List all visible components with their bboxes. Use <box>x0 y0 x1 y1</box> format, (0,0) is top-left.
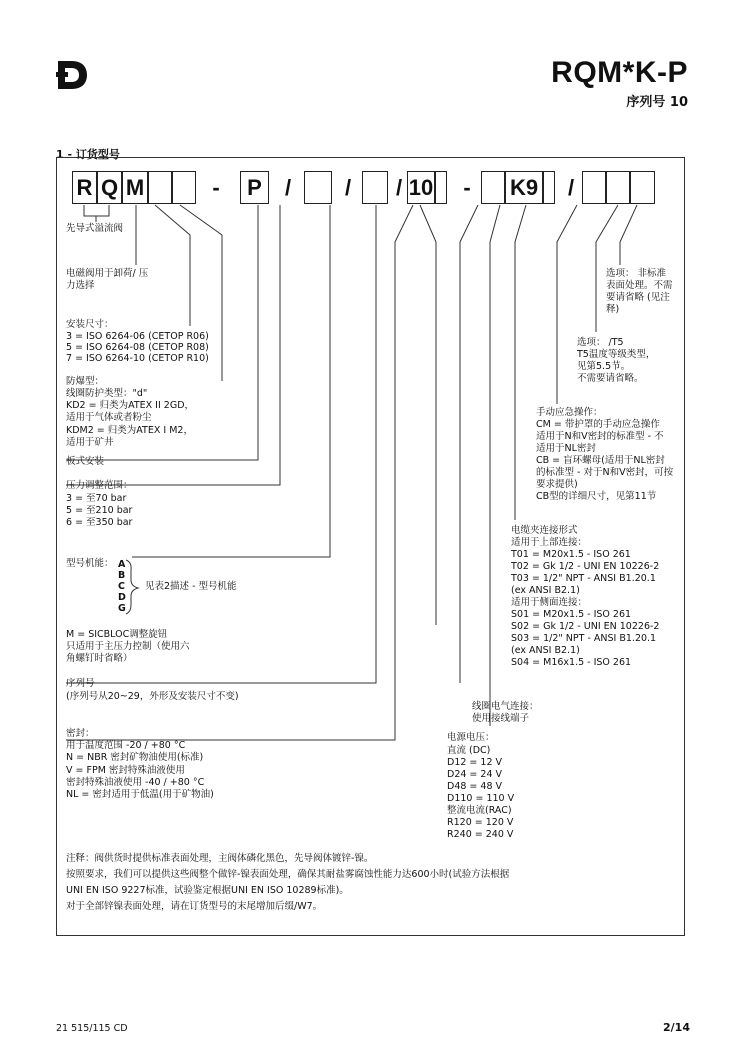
manual-1: 手动应急操作： <box>536 407 603 418</box>
voltage-d48: D48 = 48 V <box>447 781 503 792</box>
label-solenoid-2: 力选择 <box>66 280 95 291</box>
section-title: 1 - 订货型号 <box>56 148 120 161</box>
code-box-k9: K9 <box>505 171 543 204</box>
notes-block <box>66 851 509 915</box>
code-box-p: P <box>240 171 269 204</box>
cable-t02: T02 = Gk 1/2 - UNI EN 10226-2 <box>511 561 660 572</box>
seals-v: V = FPM 密封特殊油液使用 <box>66 765 185 776</box>
voltage-dc: 直流 (DC) <box>447 745 491 756</box>
page-number: 2/14 <box>663 1021 690 1034</box>
code-box-m: M <box>122 171 148 204</box>
sicbloc-1: M = SICBLOC调整旋钮 <box>66 629 168 640</box>
cable-s04: S04 = M16x1.5 - ISO 261 <box>511 657 632 668</box>
cable-s02: S02 = Gk 1/2 - UNI EN 10226-2 <box>511 621 660 632</box>
ex-kd2: KD2 = 归类为ATEX II 2GD， <box>66 400 195 411</box>
size-5: 5 = ISO 6264-08 (CETOP R08) <box>66 342 209 353</box>
voltage-d110: D110 = 110 V <box>447 793 515 804</box>
code-separator-dash: - <box>208 171 224 204</box>
ex-d: 线圈防护类型："d" <box>66 388 148 399</box>
seals-nl: NL = 密封适用于低温(用于矿物油) <box>66 789 214 800</box>
manual-8: CB型的详细尺寸，见第11节 <box>536 491 657 502</box>
sicbloc-3: 角螺钉时省略） <box>66 653 133 664</box>
pressure-5: 5 = 至210 bar <box>66 505 133 516</box>
note-4: 对于全部锌镍表面处理，请在订货型号的末尾增加后缀/W7。 <box>66 901 323 912</box>
function-letter-d: D <box>118 592 126 603</box>
manual-7: 要求提供) <box>536 479 578 490</box>
manual-2: CM = 带护罩的手动应急操作 <box>536 419 660 430</box>
cable-t03b: (ex ANSI B2.1) <box>511 585 580 596</box>
seals-title: 密封： <box>66 728 95 739</box>
function-title: 型号机能： <box>66 558 114 569</box>
label-plate: 板式安装 <box>66 456 105 467</box>
voltage-rac: 整流电流(RAC) <box>447 805 512 816</box>
option2-2: T5温度等级类型， <box>577 349 656 360</box>
coil-1: 线圈电气连接： <box>472 701 539 712</box>
size-7: 7 = ISO 6264-10 (CETOP R10) <box>66 353 209 364</box>
pressure-3: 3 = 至70 bar <box>66 493 127 504</box>
manual-6: 的标准型 - 对于N和V密封，可按 <box>536 467 674 478</box>
option2-1: 选项： /T5 <box>577 337 624 348</box>
manual-5: CB = 盲环螺母(适用于NL密封 <box>536 455 665 466</box>
note-2: 按照要求，我们可以提供这些阀整个做锌-镍表面处理，确保其耐盐雾腐蚀性能力达600小时(试验方法根据 <box>66 869 510 880</box>
option2-3: 见第5.5节。 <box>577 361 631 372</box>
voltage-d24: D24 = 24 V <box>447 769 503 780</box>
cable-s01: S01 = M20x1.5 - ISO 261 <box>511 609 632 620</box>
page-title: RQM*K-P <box>551 56 688 89</box>
label-pilot: 先导式溢流阀 <box>66 223 124 234</box>
function-letter-b: B <box>118 570 126 581</box>
sicbloc-2: 只适用于主压力控制（使用六 <box>66 641 190 652</box>
size-title: 安装尺寸： <box>66 319 114 330</box>
seals-temp: 用于温度范围 -20 / +80 °C <box>66 740 186 751</box>
option2-4: 不需要请省略。 <box>577 373 644 384</box>
function-reference: 见表2描述 - 型号机能 <box>145 581 237 592</box>
series-title: 序列号 <box>66 678 95 689</box>
option1-1: 选项： 非标准 <box>606 268 667 279</box>
coil-2: 使用接线端子 <box>472 713 530 724</box>
size-3: 3 = ISO 6264-06 (CETOP R06) <box>66 331 209 342</box>
cable-s03b: (ex ANSI B2.1) <box>511 645 580 656</box>
option1-2: 表面处理。不需 <box>606 280 673 291</box>
seals-v-temp: 密封特殊油液使用 -40 / +80 °C <box>66 777 205 788</box>
pressure-6: 6 = 至350 bar <box>66 517 133 528</box>
pressure-title: 压力调整范围： <box>66 480 133 491</box>
code-separator-slash: / <box>337 171 359 204</box>
function-letter-c: C <box>118 581 125 592</box>
serial-number: 序列号 10 <box>626 95 688 110</box>
cable-s03: S03 = 1/2" NPT - ANSI B1.20.1 <box>511 633 657 644</box>
label-solenoid-1: 电磁阀用于卸荷/ 压 <box>66 268 149 279</box>
voltage-title: 电源电压： <box>447 732 495 743</box>
voltage-d12: D12 = 12 V <box>447 757 503 768</box>
ex-kdm2-b: 适用于矿井 <box>66 437 114 448</box>
note-3: UNI EN ISO 9227标准，试验鉴定根据UNI EN ISO 10289标准)。 <box>66 885 349 896</box>
manual-3: 适用于N和V密封的标准型 - 不 <box>536 431 664 442</box>
code-separator-dash: - <box>456 171 478 204</box>
note-1: 注释：阀供货时提供标准表面处理，主阀体磷化黑色，先导阀体镀锌-镍。 <box>66 853 374 864</box>
voltage-r120: R120 = 120 V <box>447 817 514 828</box>
ex-kdm2: KDM2 = 归类为ATEX I M2， <box>66 425 193 436</box>
cable-t01: T01 = M20x1.5 - ISO 261 <box>511 549 631 560</box>
code-separator-slash: / <box>277 171 299 204</box>
cable-2: 适用于上部连接： <box>511 537 588 548</box>
manual-4: 适用于NL密封 <box>536 443 596 454</box>
code-separator-slash: / <box>560 171 582 204</box>
ex-kd2-b: 适用于气体或者粉尘 <box>66 412 152 423</box>
ex-title: 防爆型： <box>66 376 105 387</box>
code-box-q: Q <box>97 171 122 204</box>
function-letter-a: A <box>118 559 126 570</box>
document-code: 21 515/115 CD <box>56 1023 128 1034</box>
cable-3: 适用于侧面连接： <box>511 597 588 608</box>
cable-1: 电缆夹连接形式 <box>511 525 578 536</box>
series-note: (序列号从20~29，外形及安装尺寸不变) <box>66 691 239 702</box>
code-box-series: 10 <box>407 171 435 204</box>
cable-t03: T03 = 1/2" NPT - ANSI B1.20.1 <box>511 573 656 584</box>
code-box-r: R <box>72 171 97 204</box>
function-letter-g: G <box>118 603 126 614</box>
option1-4: 释) <box>606 304 620 315</box>
option1-3: 要请省略 (见注 <box>606 292 670 303</box>
seals-n: N = NBR 密封矿物油使用(标准) <box>66 752 204 763</box>
code-separator-slash: / <box>389 171 409 204</box>
voltage-r240: R240 = 240 V <box>447 829 514 840</box>
